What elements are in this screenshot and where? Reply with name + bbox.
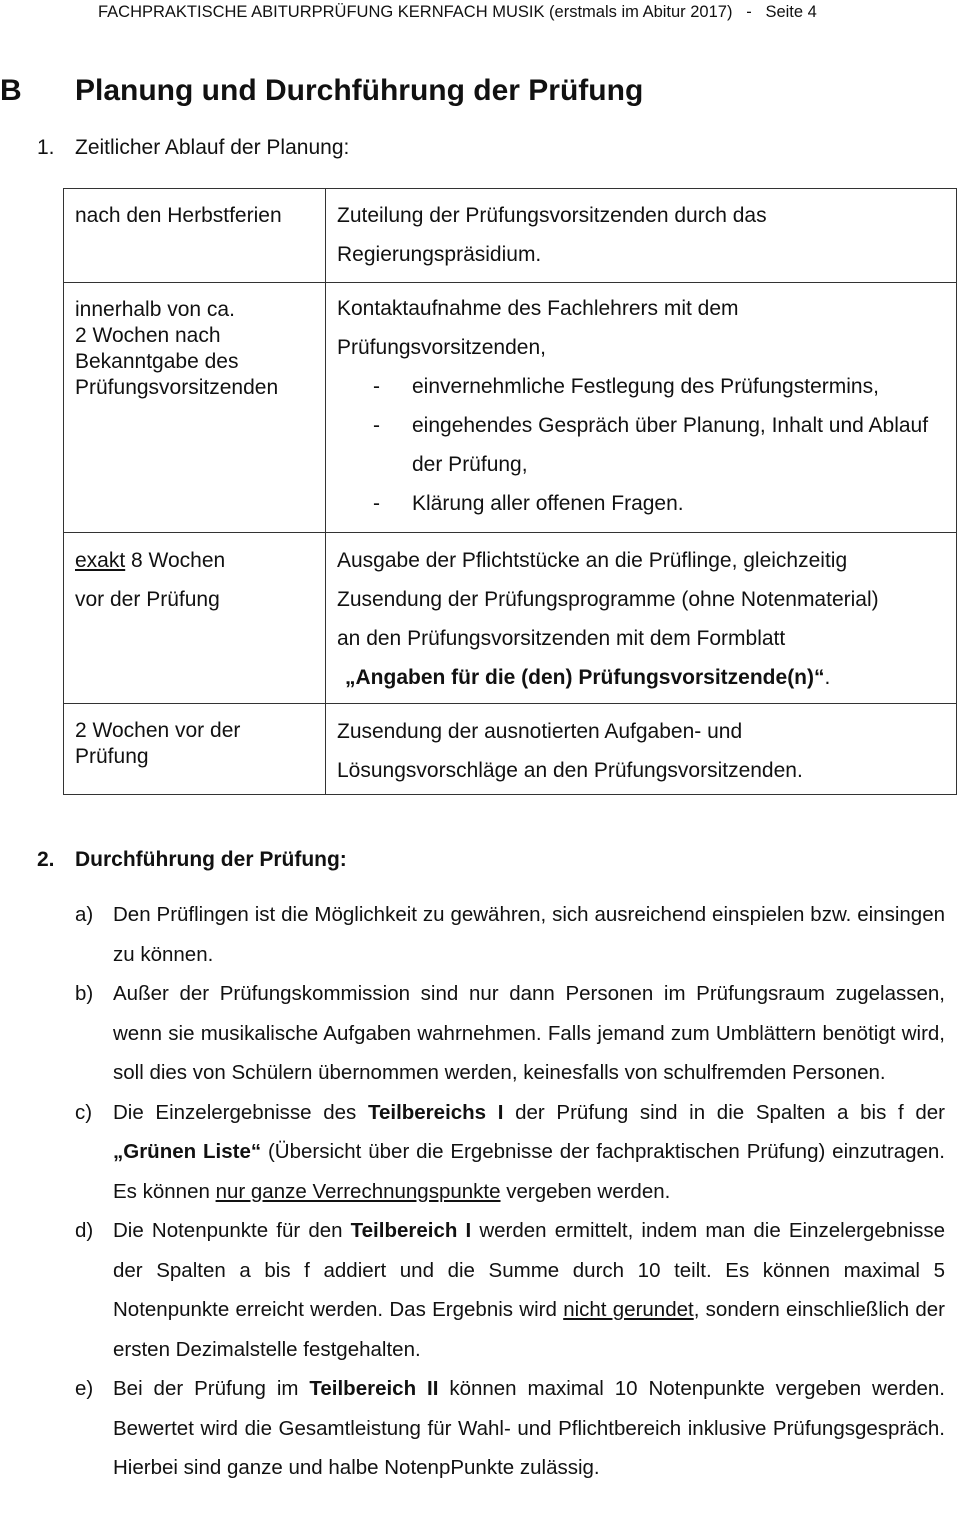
- rule-item-d: [75, 1211, 945, 1369]
- form-end: .: [824, 666, 831, 689]
- rule-item-a: [75, 895, 945, 974]
- rule-text: Bei der Prüfung im: [113, 1377, 310, 1400]
- activity-line: [337, 658, 947, 697]
- bullet-dash: -: [373, 414, 380, 437]
- row-divider: [64, 282, 956, 283]
- part2-title: Durchführung der Prüfung:: [75, 848, 347, 871]
- activity-line: Kontaktaufnahme des Fachlehrers mit dem: [337, 297, 739, 320]
- schedule-table: [63, 188, 957, 795]
- form-title: „Angaben für die (den) Prüfungsvorsitzende(n)“: [345, 666, 825, 689]
- time-line: 2 Wochen nach: [75, 324, 221, 347]
- running-head: FACHPRAKTISCHE ABITURPRÜFUNG KERNFACH MUSIK (erstmals im Abitur 2017) - Seite 4: [98, 3, 817, 21]
- time-line: Prüfung: [75, 745, 149, 768]
- part2-heading: [0, 848, 960, 876]
- rule-label: e): [75, 1377, 94, 1400]
- time-line: 2 Wochen vor der: [75, 719, 241, 742]
- rule-underline: nicht gerundet: [563, 1298, 694, 1321]
- activity-line: Lösungsvorschläge an den Prüfungsvorsitzenden.: [337, 759, 803, 782]
- time-line: [75, 541, 315, 580]
- time-emphasis: exakt: [75, 549, 126, 572]
- bullet-item: [337, 367, 947, 406]
- rule-label: c): [75, 1100, 93, 1124]
- part1-number: 1.: [37, 136, 55, 159]
- activity-line: Zuteilung der Prüfungsvorsitzenden durch das: [337, 204, 767, 227]
- schedule-activity-1: [337, 196, 947, 274]
- activity-line: Ausgabe der Pflichtstücke an die Prüflinge, gleichzeitig: [337, 549, 848, 572]
- row-divider: [64, 532, 956, 533]
- time-line: vor der Prüfung: [75, 588, 220, 611]
- time-line: Bekanntgabe des: [75, 350, 239, 373]
- rule-text: Außer der Prüfungskommission sind nur dann Personen im Prüfungsraum zugelassen, wenn sie musikalische Aufgaben wahrnehmen. Falls jemand zum Umblättern benötigt wird, soll dies von Schülern übernommen werden, keinesfalls von schulfremden Personen.: [113, 982, 945, 1084]
- rule-emphasis: Teilbereich I: [350, 1219, 472, 1242]
- rule-label: b): [75, 982, 94, 1005]
- rule-emphasis: „Grünen Liste“: [113, 1140, 262, 1163]
- activity-line: Prüfungsvorsitzenden,: [337, 336, 546, 359]
- part1-heading: [0, 136, 960, 164]
- bullet-text: Klärung aller offenen Fragen.: [412, 492, 684, 515]
- bullet-item: [337, 406, 932, 484]
- rule-item-e: [75, 1369, 945, 1488]
- activity-line: Regierungspräsidium.: [337, 243, 542, 266]
- bullet-text: einvernehmliche Festlegung des Prüfungstermins,: [412, 375, 879, 398]
- rule-text: Die Notenpunkte für den: [113, 1219, 351, 1242]
- rule-text: Die Einzelergebnisse des: [113, 1100, 368, 1124]
- rule-item-c: [75, 1093, 945, 1212]
- activity-line: Zusendung der Prüfungsprogramme (ohne Notenmaterial): [337, 588, 879, 611]
- rule-underline: nur ganze Verrechnungspunkte: [215, 1179, 501, 1203]
- schedule-activity-2: [337, 289, 947, 523]
- schedule-time-3: [75, 541, 315, 619]
- time-rest: 8 Wochen: [125, 549, 226, 572]
- bullet-dash: -: [373, 492, 380, 515]
- rule-label: d): [75, 1219, 94, 1242]
- part2-number: 2.: [37, 848, 55, 871]
- rule-text: werden ermittelt, indem man die Einzelergebnisse der Spalten a bis f addiert und die Summe durch 10 teilt. Es können maximal 5 Notenpunkte erreicht werden. Das Ergebnis wird: [113, 1219, 945, 1321]
- schedule-time-4: [75, 718, 315, 770]
- rule-text: der Prüfung sind in die Spalten a bis f der: [503, 1100, 945, 1124]
- rule-text: vergeben werden.: [500, 1179, 671, 1203]
- rule-label: a): [75, 903, 94, 926]
- activity-line: Zusendung der ausnotierten Aufgaben- und: [337, 720, 743, 743]
- row-divider: [64, 703, 956, 704]
- rules-list: [75, 895, 945, 1488]
- rule-emphasis: Teilbereich II: [309, 1377, 439, 1400]
- schedule-time-2: [75, 297, 315, 401]
- rule-text: Den Prüflingen ist die Möglichkeit zu gewähren, sich ausreichend einspielen bzw. einsingen zu können.: [113, 903, 945, 966]
- rule-emphasis: Teilbereichs I: [367, 1100, 504, 1124]
- bullet-dash: -: [373, 375, 380, 398]
- bullet-item: [337, 484, 947, 523]
- section-title: Planung und Durchführung der Prüfung: [75, 74, 644, 107]
- section-heading: [0, 74, 960, 114]
- rule-text: , sondern einschließlich der ersten Dezimalstelle festgehalten.: [113, 1298, 945, 1361]
- rule-item-b: [75, 974, 945, 1093]
- schedule-activity-3: [337, 541, 947, 697]
- schedule-time-1: nach den Herbstferien: [75, 204, 282, 227]
- activity-line: an den Prüfungsvorsitzenden mit dem Formblatt: [337, 627, 786, 650]
- rule-text: können maximal 10 Notenpunkte vergeben werden. Bewertet wird die Gesamtleistung für Wahl- und Pflichtbereich inklusive Prüfungsgespräch. Hierbei sind ganze und halbe NotenpPunkte zulässig.: [113, 1377, 945, 1479]
- part1-title: Zeitlicher Ablauf der Planung:: [75, 136, 350, 159]
- bullet-text: eingehendes Gespräch über Planung, Inhalt und Ablauf der Prüfung,: [412, 414, 929, 476]
- rule-text: (Übersicht über die Ergebnisse der fachpraktischen Prüfung) einzutragen. Es können: [113, 1140, 946, 1203]
- time-line: Prüfungsvorsitzenden: [75, 376, 279, 399]
- time-line: innerhalb von ca.: [75, 298, 235, 321]
- section-letter: B: [0, 74, 22, 107]
- schedule-activity-4: [337, 712, 947, 790]
